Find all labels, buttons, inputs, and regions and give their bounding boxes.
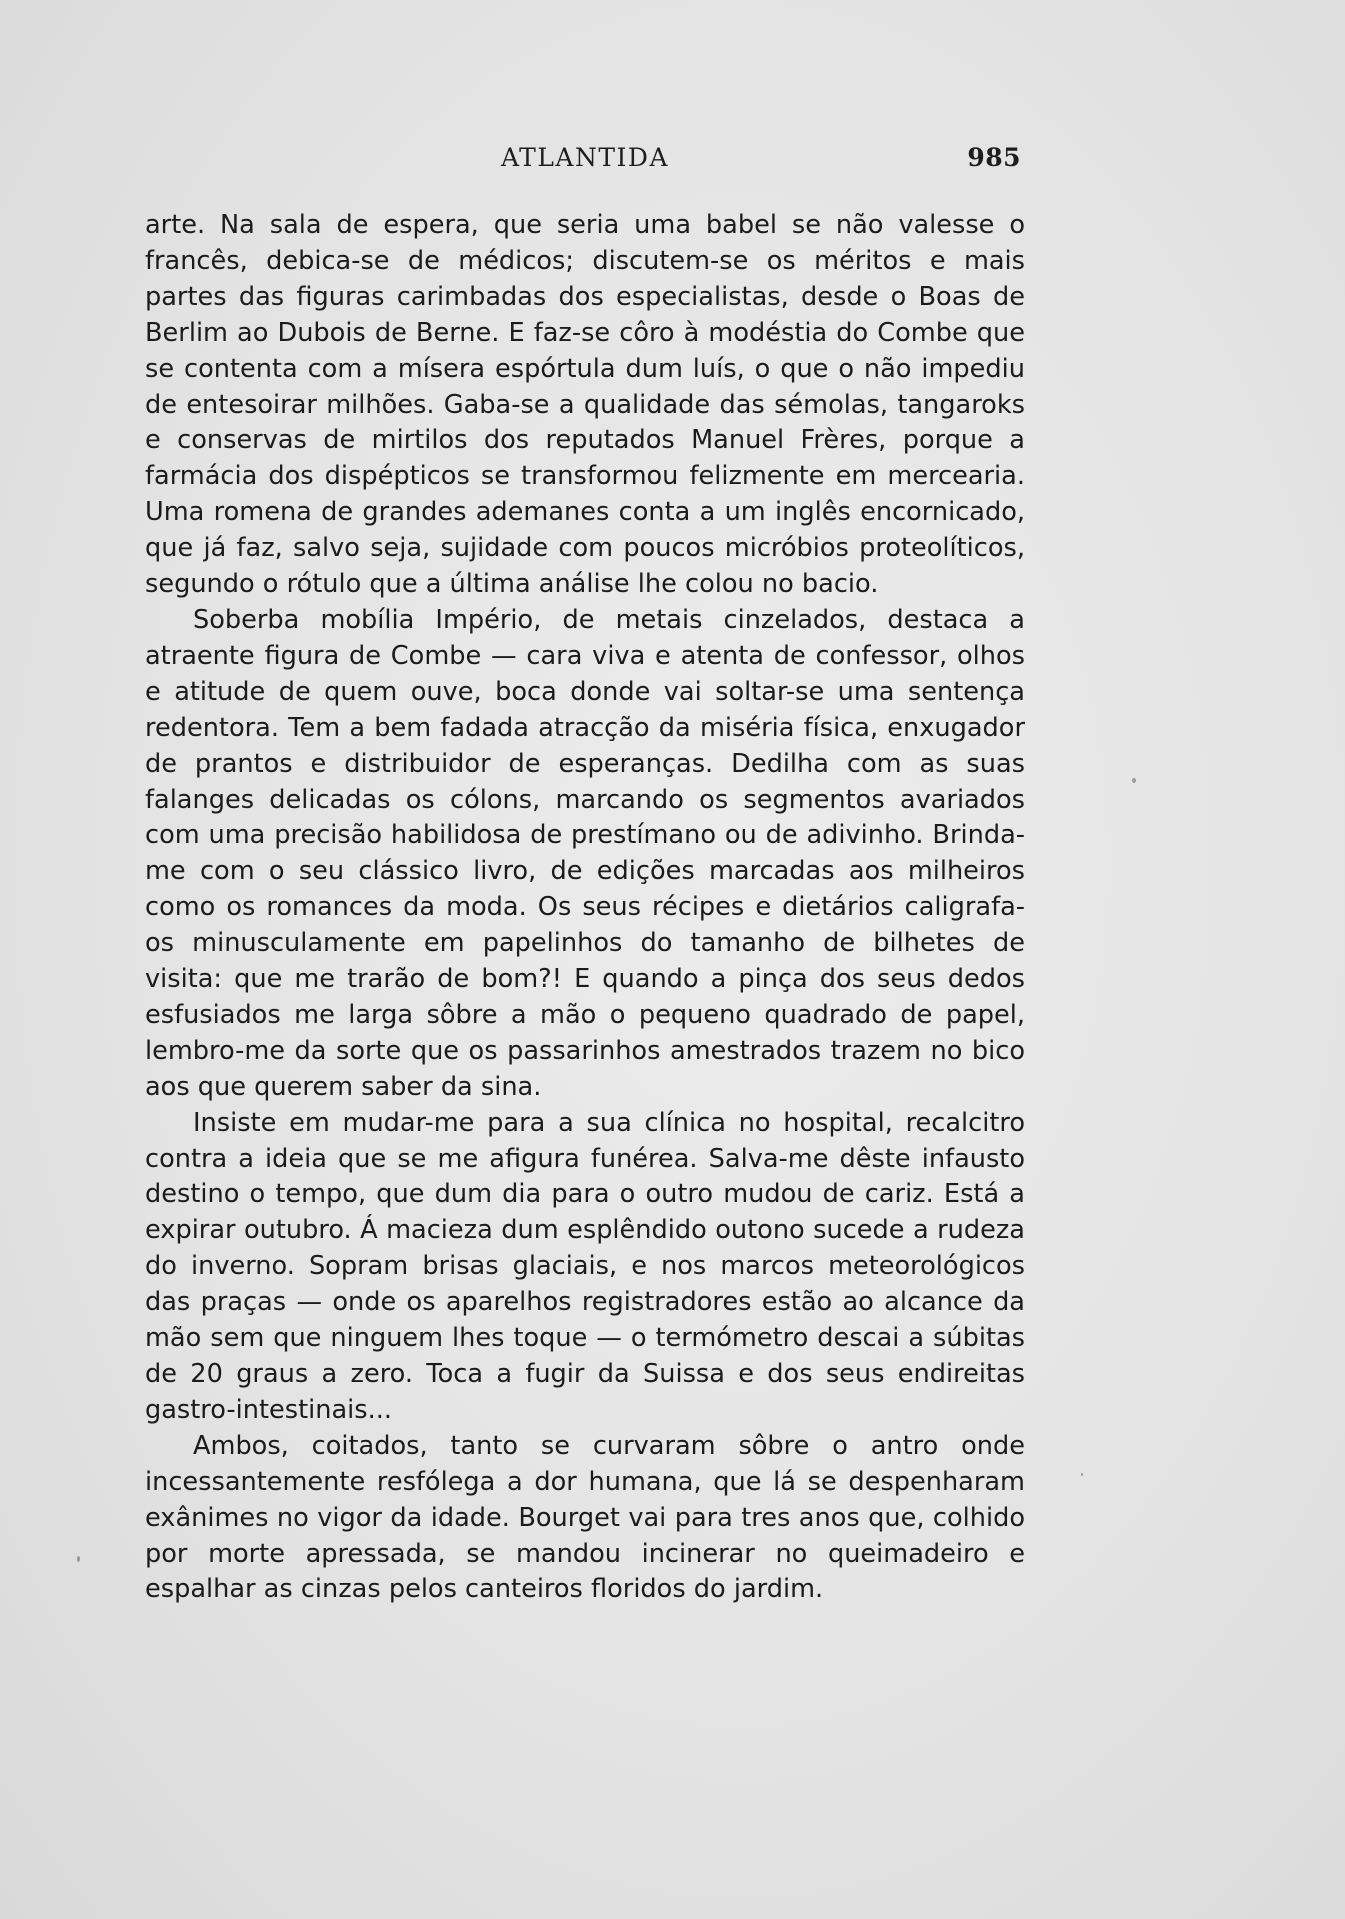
page-number: 985	[967, 143, 1021, 172]
body-text	[145, 208, 1025, 1608]
paper-speck	[1132, 778, 1136, 783]
paragraph: Ambos, coitados, tanto se curvaram sôbre o antro onde incessantemente resfólega a dor humana, que lá se despenharam exânimes no vigor da idade. Bourget vai para tres anos que, colhido por morte apressada, se mandou incinerar no queimadeiro e espalhar as cinzas pelos canteiros floridos do jardim.	[145, 1430, 1025, 1605]
paragraph: Insiste em mudar-me para a sua clínica no hospital, recalcitro contra a ideia que se me afigura funérea. Salva-me dêste infausto destino o tempo, que dum dia para o outro mudou de cariz. Está a expirar outubro. Á macieza dum esplêndido outono sucede a rudeza do inverno. Sopram brisas glaciais, e nos marcos meteorológicos das praças — onde os aparelhos registradores estão ao alcance da mão sem que ninguem lhes toque — o termómetro descai a súbitas de 20 graus a zero. Toca a fugir da Suissa e dos seus endireitas gastro-intestinais...	[145, 1107, 1025, 1425]
paragraph: Soberba mobília Império, de metais cinzelados, destaca a atraente figura de Combe — cara viva e atenta de confessor, olhos e atitude de quem ouve, boca donde vai soltar-se uma sentença redentora. Tem a bem fadada atracção da miséria física, enxugador de prantos e distribuidor de esperanças. Dedilha com as suas falanges delicadas os cólons, marcando os segmentos avariados com uma precisão habilidosa de prestímano ou de adivinho. Brinda-me com o seu clássico livro, de edições marcadas aos milheiros como os romances da moda. Os seus récipes e dietários caligrafa-os minusculamente em papelinhos do tamanho de bilhetes de visita: que me trarão de bom?! E quando a pinça dos seus dedos esfusiados me larga sôbre a mão o pequeno quadrado de papel, lembro-me da sorte que os passarinhos amestrados trazem no bico aos que querem saber da sina.	[145, 604, 1025, 1102]
paper-speck	[77, 1556, 80, 1562]
running-header	[145, 143, 1025, 183]
paper-speck	[1081, 1473, 1083, 1476]
paragraph: arte. Na sala de espera, que seria uma babel se não valesse o francês, debica-se de médicos; discutem-se os méritos e mais partes das figuras carimbadas dos especialistas, desde o Boas de Berlim ao Dubois de Berne. E faz-se côro à modéstia do Combe que se contenta com a mísera espórtula dum luís, o que o não impediu de entesoirar milhões. Gaba-se a qualidade das sémolas, tangaroks e conservas de mirtilos dos reputados Manuel Frères, porque a farmácia dos dispépticos se transformou felizmente em mercearia. Uma romena de grandes ademanes conta a um inglês encornicado, que já faz, salvo seja, sujidade com poucos micróbios proteolíticos, segundo o rótulo que a última análise lhe colou no bacio.	[145, 210, 1025, 600]
running-title: ATLANTIDA	[500, 143, 670, 172]
